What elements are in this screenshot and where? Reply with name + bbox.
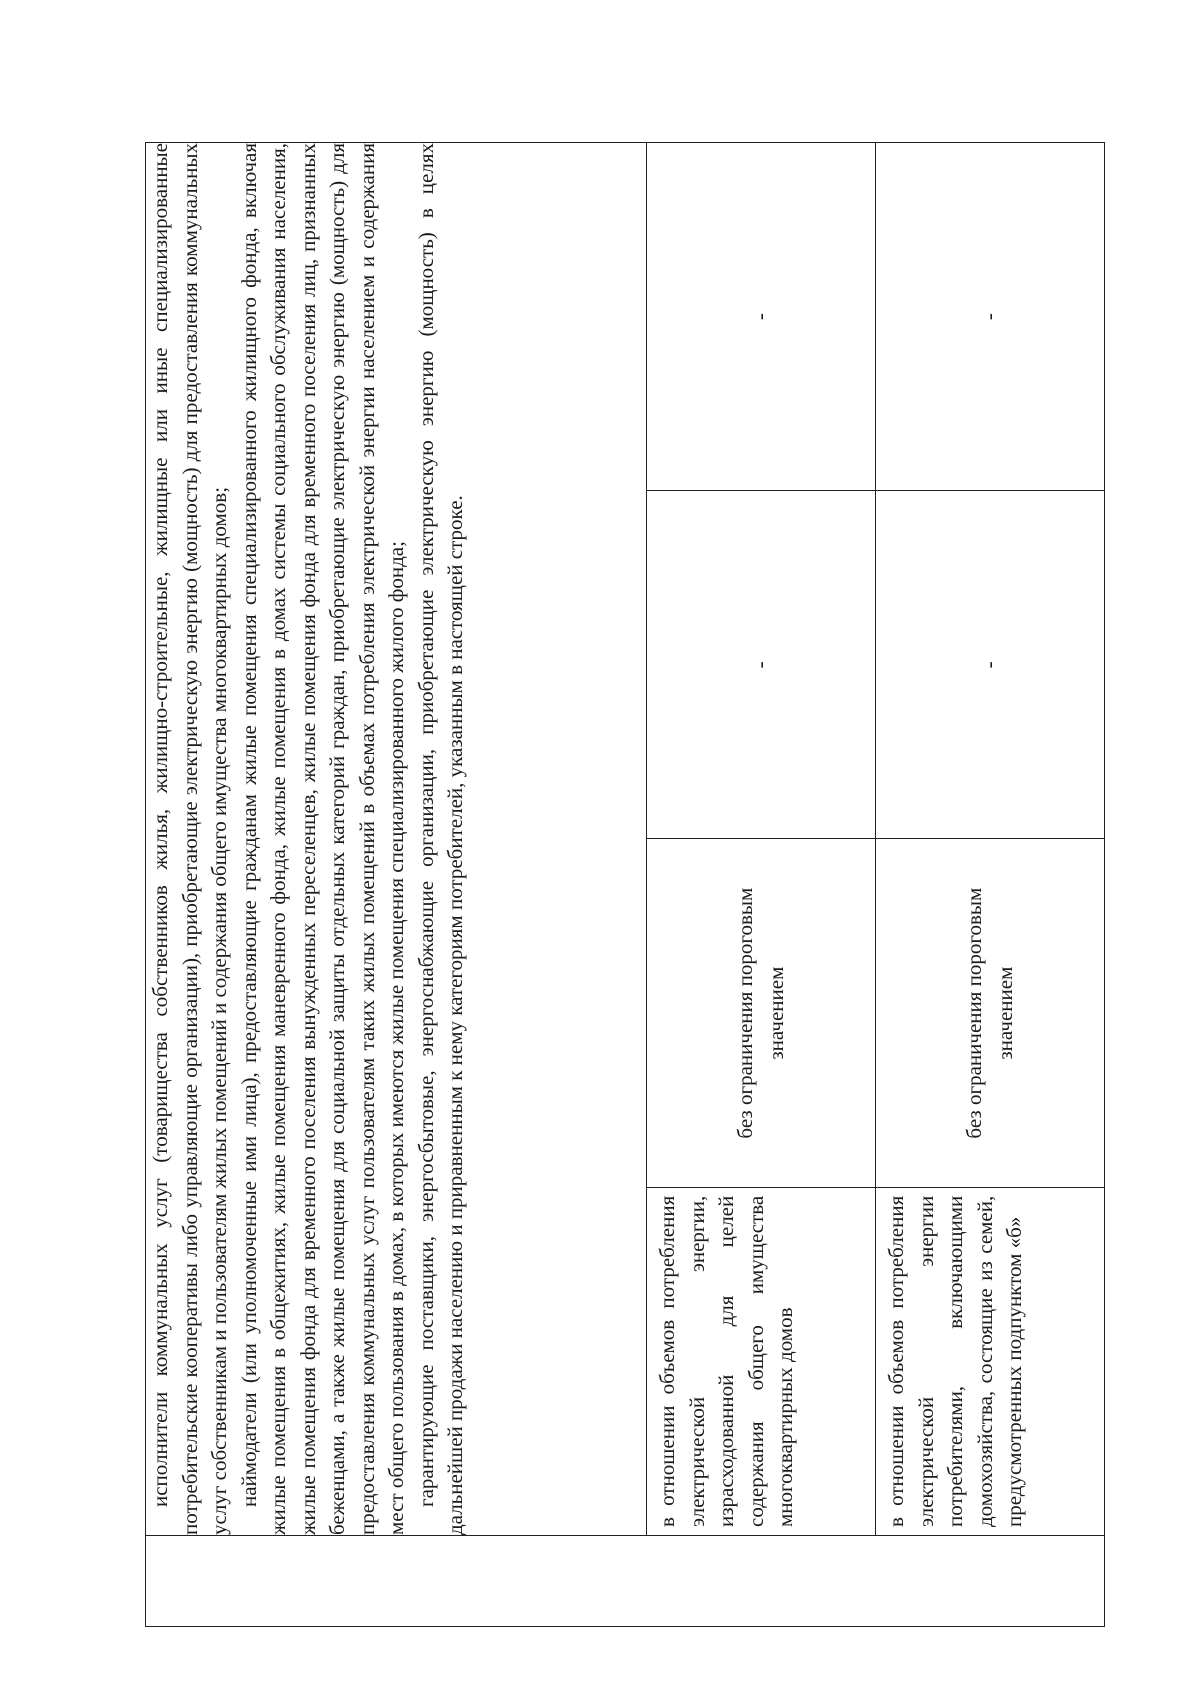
row-description-cell: в отношении объемов потребления электрической энергии, израсходованной для целей содержания общего имущества многоквартирных домов [647,1187,876,1535]
table-row-text [146,143,647,1627]
row-value-text: без ограничения пороговым значением [962,887,1017,1139]
row-value-cell [876,839,1105,1187]
paragraph-landlords: наймодатели (или уполномоченные ими лица), предоставляющие гражданам жилые помещения специализированного жилищного фонда, включая жилые помещения в общежитиях, жилые помещения маневренного фонда, жилые помещения в домах системы социального обслуживания населения, жилые помещения фонда для временного поселения вынужденных переселенцев, жилые помещения фонда для временного поселения лиц, признанных беженцами, а также жилые помещения для социальной защиты отдельных категорий граждан, приобретающие электрическую энергию (мощность) для предоставления коммунальных услуг пользователям таких жилых помещений в объемах потребления электрической энергии населением и содержания мест общего пользования в домах, в которых имеются жилые помещения специализированного жилого фонда; [236,143,408,1535]
table-row [647,143,876,1627]
row-dash-cell: - [876,491,1105,839]
row-description-cell: в отношении объемов потребления электрической энергии потребителями, включающими домохозяйства, состоящие из семей, предусмотренных подпунктом «б» [876,1187,1105,1535]
table-row [876,143,1105,1627]
paragraph-suppliers: гарантирующие поставщики, энергосбытовые, энергоснабжающие организации, приобретающие электрическую энергию (мощность) в целях дальнейшей продажи населению и приравненным к нему категориям потребителей, указанным в настоящей строке. [413,143,467,1535]
row-dash-cell: - [647,143,876,491]
rotated-table-container [145,142,1090,1627]
paragraph-executors: исполнители коммунальных услуг (товарищества собственников жилья, жилищно-строительные, жилищные или иные специализированные потребительские кооперативы либо управляющие организации), приобретающие электрическую энергию (мощность) для предоставления коммунальных услуг собственникам и пользователям жилых помещений и содержания общего имущества многоквартирных домов; [148,143,231,1535]
number-column-cell [146,1536,1105,1627]
merged-text-cell [146,143,647,1536]
row-value-cell [647,839,876,1187]
row-dash-cell: - [876,143,1105,491]
tariff-table [145,142,1105,1627]
row-value-text: без ограничения пороговым значением [733,887,788,1139]
row-dash-cell: - [647,491,876,839]
